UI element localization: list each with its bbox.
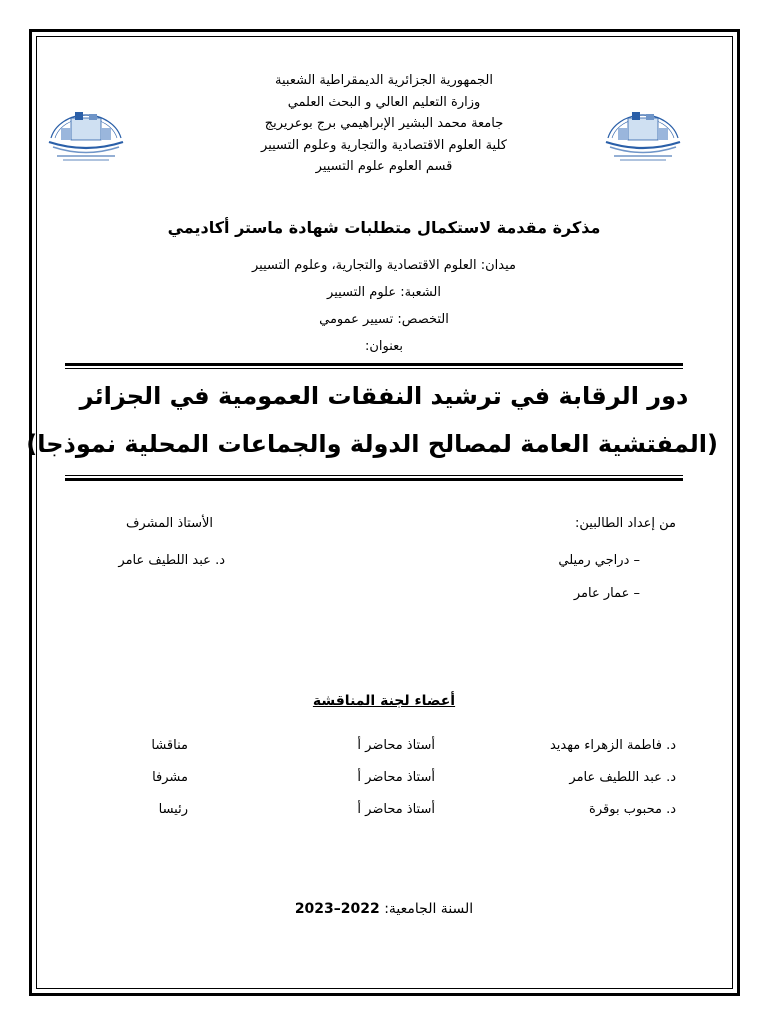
department-line: قسم العلوم علوم التسيير — [315, 159, 453, 174]
title-rule-top-thin — [65, 368, 683, 369]
ministry-line: وزارة التعليم العالي و البحث العلمي — [287, 94, 481, 110]
committee-member-rank: أستاذ محاضر أ — [357, 802, 435, 817]
committee-heading: أعضاء لجنة المناقشة — [312, 693, 456, 709]
field-line: ميدان: العلوم الاقتصادية والتجارية، وعلوم التسيير — [252, 258, 516, 273]
title-rule-bottom — [65, 478, 683, 481]
committee-row — [0, 738, 768, 762]
student-name-2: – عمار عامر — [573, 586, 640, 601]
institution-header — [150, 70, 618, 178]
committee-row — [0, 802, 768, 826]
student-name-1: – دراجي رميلي — [558, 553, 640, 568]
memo-title: مذكرة مقدمة لاستكمال متطلبات شهادة ماستر أكاديمي — [167, 218, 601, 237]
degree-meta — [150, 252, 618, 360]
committee-row — [0, 770, 768, 794]
branch-line: الشعبة: علوم التسيير — [327, 285, 441, 300]
title-rule-top — [65, 363, 683, 366]
faculty-line: كلية العلوم الاقتصادية والتجارية وعلوم التسيير — [261, 137, 507, 153]
title-label: بعنوان: — [364, 339, 404, 354]
committee-member-name: د. عبد اللطيف عامر — [569, 770, 676, 785]
page-border-inner — [26, 36, 733, 989]
specialty-line: التخصص: تسيير عمومي — [319, 312, 449, 327]
academic-year-label: السنة الجامعية: — [384, 901, 474, 917]
committee-member-role: مناقشا — [151, 738, 188, 753]
thesis-title-line2: (المفتشية العامة لمصالح الدولة والجماعات المحلية نموذجا) — [26, 430, 718, 458]
supervisor-label: الأستاذ المشرف — [125, 516, 213, 531]
title-rule-bottom-thin — [65, 475, 683, 476]
university-line: جامعة محمد البشير الإبراهيمي برج بوعريريج — [264, 116, 504, 131]
academic-year — [150, 901, 618, 917]
committee-member-name: د. فاطمة الزهراء مهديد — [549, 738, 676, 753]
university-logo-left — [43, 98, 129, 164]
committee-member-rank: أستاذ محاضر أ — [357, 770, 435, 785]
committee-member-name: د. محبوب بوقرة — [589, 802, 676, 817]
students-label: من إعداد الطالبين: — [575, 516, 676, 531]
committee-member-rank: أستاذ محاضر أ — [357, 738, 435, 753]
republic-line: الجمهورية الجزائرية الديمقراطية الشعبية — [275, 73, 493, 88]
committee-member-role: مشرفا — [152, 770, 188, 785]
supervisor-name: د. عبد اللطيف عامر — [118, 553, 225, 568]
committee-member-role: رئيسا — [158, 802, 188, 817]
academic-year-value: 2022–2023 — [294, 901, 380, 917]
thesis-title-line1: دور الرقابة في ترشيد النفقات العمومية في الجزائر — [79, 382, 689, 410]
